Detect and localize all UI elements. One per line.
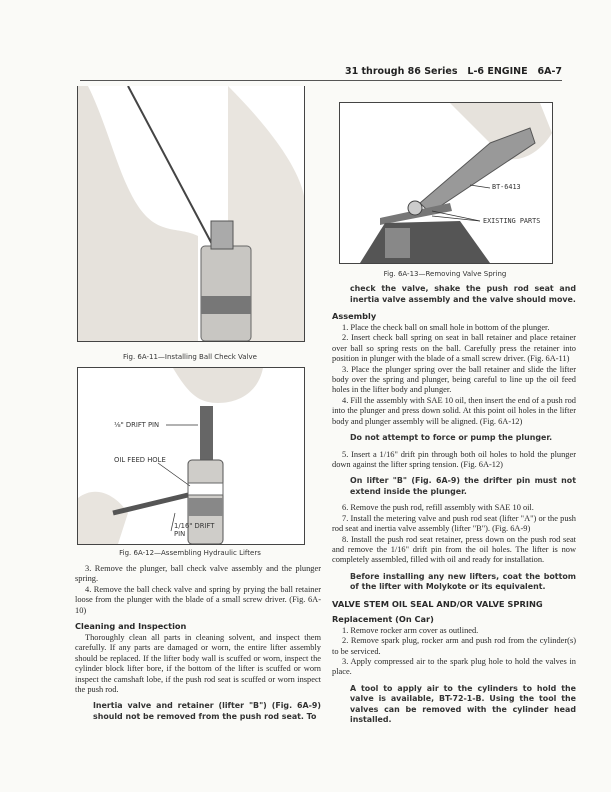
assembly-step-8: 8. Install the push rod seat retainer, press down on the push rod seat and remove the 1/16" drift pin from the oil holes. The lifter is now completely assembled, filled with oil and ready for installation. bbox=[332, 534, 576, 565]
assembly-step-5: 5. Insert a 1/16" drift pin through both oil holes to hold the plunger down against the lifter spring tension. (Fig. 6A-12) bbox=[332, 449, 576, 469]
label-existing-parts: EXISTING PARTS bbox=[483, 217, 541, 225]
label-eighth-drift-pin: ⅛" DRIFT PIN bbox=[114, 421, 160, 429]
step-4-remove-ball-check: 4. Remove the ball check valve and spring by prying the ball retainer loose from the plunger with the blade of a small screw driver. (Fig. 6A-10) bbox=[75, 584, 321, 615]
figure-6a-13-photo bbox=[339, 102, 553, 264]
assembly-step-7: 7. Install the metering valve and push rod seat (lifter "A") or the push rod seat and inertia valve assembly (lifter "B"). (Fig. 6A-9) bbox=[332, 513, 576, 534]
figure-6a-12-photo bbox=[77, 367, 305, 545]
label-oil-feed-hole: OIL FEED HOLE bbox=[114, 456, 166, 464]
header-text: 31 through 86 Series L-6 ENGINE 6A-7 bbox=[344, 66, 562, 77]
replacement-step-1: 1. Remove rocker arm cover as outlined. bbox=[342, 625, 479, 635]
assembly-step-3: 3. Place the plunger spring over the ball retainer and slide the lifter body over the spring and plunger, being careful to line up the oil feed holes in the lifter body and plunger. bbox=[332, 364, 576, 395]
note-inertia-valve: Inertia valve and retainer (lifter "B") (Fig. 6A-9) should not be removed from the push rod seat. To bbox=[93, 701, 321, 721]
figure-6a-12-caption: Fig. 6A-12—Assembling Hydraulic Lifters bbox=[119, 549, 261, 557]
note-air-tool: A tool to apply air to the cylinders to hold the valve is available, BT-72-1-B. Using the tool the valves can be removed with the cylinder head installed. bbox=[350, 683, 576, 725]
label-bt-6413: BT-6413 bbox=[492, 183, 521, 191]
figure-6a-11-caption: Fig. 6A-11—Installing Ball Check Valve bbox=[123, 353, 257, 361]
heading-replacement-on-car: Replacement (On Car) bbox=[332, 613, 434, 624]
note-do-not-force: Do not attempt to force or pump the plunger. bbox=[350, 433, 553, 443]
figure-6a-11-photo bbox=[77, 86, 305, 342]
cleaning-paragraph: Thoroughly clean all parts in cleaning solvent, and inspect them carefully. If any parts are damaged or worn, the entire lifter assembly should be replaced. If the lifter body wall is scuffed or worn, inspect the cylinder block lifter bore, if the bottom of the lifter is scuffed or worn inspect the camshaft lobe, if the push rod seat is scuffed or worn inspect the push rod. bbox=[75, 633, 321, 695]
assembling-hydraulic-lifter-illustration bbox=[78, 368, 304, 544]
note-lifter-b: On lifter "B" (Fig. 6A-9) the drifter pin must not extend inside the plunger. bbox=[350, 476, 576, 496]
assembly-step-1: 1. Place the check ball on small hole in bottom of the plunger. bbox=[342, 323, 550, 332]
right-column-text bbox=[332, 284, 576, 732]
assembly-step-4: 4. Fill the assembly with SAE 10 oil, then insert the end of a push rod into the plunger and press down solid. At this point oil holes in the lifter body and plunger assembly will be aligned. (Fig. 6A-12) bbox=[332, 395, 576, 426]
replacement-step-2: 2. Remove spark plug, rocker arm and push rod from the cylinder(s) to be serviced. bbox=[332, 636, 576, 656]
note-check-valve-continued: check the valve, shake the push rod seat and inertia valve assembly and the valve should move. bbox=[350, 284, 576, 304]
replacement-step-3: 3. Apply compressed air to the spark plug hole to hold the valves in place. bbox=[332, 657, 576, 677]
note-molykote: Before installing any new lifters, coat the bottom of the lifter with Molykote or its equivalent. bbox=[350, 571, 576, 592]
label-pin: PIN bbox=[174, 530, 186, 538]
heading-cleaning-inspection: Cleaning and Inspection bbox=[75, 621, 187, 632]
step-3-remove-plunger: 3. Remove the plunger, ball check valve assembly and the plunger spring. bbox=[75, 564, 321, 584]
label-sixteenth-drift: 1/16" DRIFT bbox=[174, 522, 215, 530]
assembly-step-2: 2. Insert check ball spring on seat in ball retainer and place retainer over ball so spring rests on the ball. Carefully press the retainer into position in plunger with the blade of a small screw driver. (Fig. 6A-11) bbox=[332, 333, 576, 364]
running-header bbox=[80, 66, 562, 81]
hand-installing-ball-check-valve-illustration bbox=[78, 86, 304, 341]
figure-6a-13-caption: Fig. 6A-13—Removing Valve Spring bbox=[383, 270, 507, 278]
heading-valve-stem-oil-seal: VALVE STEM OIL SEAL AND/OR VALVE SPRING bbox=[332, 598, 543, 609]
left-column-text bbox=[75, 564, 321, 728]
heading-assembly: Assembly bbox=[332, 311, 377, 321]
assembly-step-6: 6. Remove the push rod, refill assembly with SAE 10 oil. bbox=[342, 503, 534, 513]
